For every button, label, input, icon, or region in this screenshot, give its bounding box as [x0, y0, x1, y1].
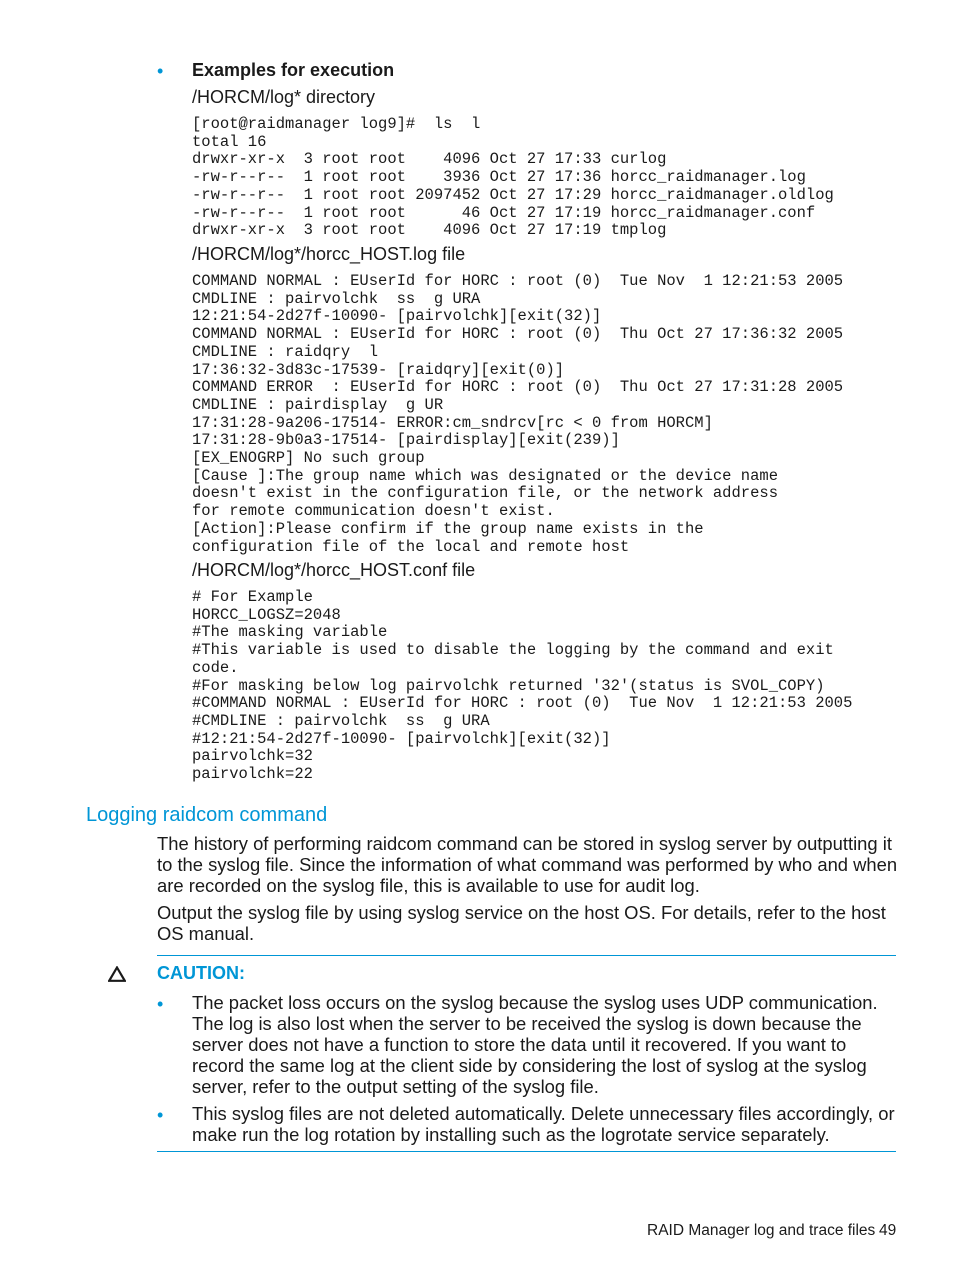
caution-bullet-icon: •: [157, 994, 164, 1014]
code-line: drwxr-xr-x 3 root root 4096 Oct 27 17:19 tmplog: [192, 221, 667, 240]
code-line: #CMDLINE : pairvolchk ss g URA: [192, 711, 490, 730]
page-number: 49: [879, 1222, 897, 1239]
code-line: pairvolchk=32: [192, 747, 313, 766]
code-line: drwxr-xr-x 3 root root 4096 Oct 27 17:33 curlog: [192, 150, 667, 169]
dir-listing: [192, 116, 834, 240]
conf-file-code: [192, 589, 852, 784]
code-line: -rw-r--r-- 1 root root 46 Oct 27 17:19 horcc_raidmanager.conf: [192, 203, 816, 222]
section-heading: Logging raidcom command: [86, 804, 328, 826]
code-line: [root@raidmanager log9]# ls l: [192, 115, 481, 133]
code-line: [Action]:Please confirm if the group name exists in the: [192, 519, 704, 538]
bullet-icon: •: [157, 61, 164, 81]
code-line: COMMAND NORMAL : EUserId for HORC : root (0) Thu Oct 27 17:36:32 2005: [192, 325, 844, 344]
code-line: 17:31:28-9a206-17514- ERROR:cm_sndrcv[rc < 0 from HORCM]: [192, 413, 713, 432]
code-line: [Cause ]:The group name which was designated or the device name: [192, 466, 778, 485]
caution-item-1: The packet loss occurs on the syslog because the syslog uses UDP communication. The log is also lost when the server to be received the syslog is down because the server does not have a function to store the data until it recovered. If you want to record the same log at the client side by considering the lost of syslog at the syslog server, refer to the output setting of the syslog file.: [192, 992, 878, 1097]
caution-bottom-rule: [157, 1151, 896, 1152]
code-line: configuration file of the local and remote host: [192, 537, 630, 556]
code-line: CMDLINE : raidqry l: [192, 342, 379, 361]
caution-triangle-icon: [108, 966, 126, 982]
footer-title: RAID Manager log and trace files: [647, 1222, 876, 1239]
caution-top-rule: [157, 955, 896, 956]
code-line: COMMAND NORMAL : EUserId for HORC : root (0) Tue Nov 1 12:21:53 2005: [192, 272, 844, 290]
code-line: HORCC_LOGSZ=2048: [192, 605, 341, 624]
code-line: # For Example: [192, 588, 313, 606]
code-line: for remote communication doesn't exist.: [192, 502, 555, 521]
code-line: CMDLINE : pairvolchk ss g URA: [192, 289, 481, 308]
code-line: 17:36:32-3d83c-17539- [raidqry][exit(0)]: [192, 360, 565, 379]
code-line: #The masking variable: [192, 623, 388, 642]
code-line: #For masking below log pairvolchk returned '32'(status is SVOL_COPY): [192, 676, 825, 695]
section-paragraph-2: Output the syslog file by using syslog service on the host OS. For details, refer to the host OS manual.: [157, 902, 886, 944]
caution-bullet-icon: •: [157, 1105, 164, 1125]
caution-label: CAUTION:: [157, 963, 245, 983]
code-line: code.: [192, 658, 239, 677]
code-line: -rw-r--r-- 1 root root 3936 Oct 27 17:36 horcc_raidmanager.log: [192, 168, 806, 187]
code-line: #12:21:54-2d27f-10090- [pairvolchk][exit(32)]: [192, 729, 611, 748]
log-file-label: /HORCM/log*/horcc_HOST.log file: [192, 244, 466, 264]
code-line: #This variable is used to disable the logging by the command and exit: [192, 641, 834, 660]
code-line: CMDLINE : pairdisplay g UR: [192, 395, 444, 414]
code-line: total 16: [192, 132, 267, 151]
section-paragraph-1: The history of performing raidcom command can be stored in syslog server by outputting it to the syslog file. Since the information of what command was performed by who and when are recorded on the syslog file, this is available to use for audit log.: [157, 833, 898, 896]
log-file-code: [192, 273, 843, 556]
code-line: pairvolchk=22: [192, 765, 313, 784]
caution-item-2: This syslog files are not deleted automatically. Delete unnecessary files accordingly, or make run the log rotation by installing such as the logrotate service separately.: [192, 1103, 895, 1145]
code-line: 17:31:28-9b0a3-17514- [pairdisplay][exit(239)]: [192, 431, 620, 450]
code-line: [EX_ENOGRP] No such group: [192, 449, 425, 468]
conf-file-label: /HORCM/log*/horcc_HOST.conf file: [192, 560, 476, 580]
dir-label: /HORCM/log* directory: [192, 87, 376, 107]
examples-heading: Examples for execution: [192, 60, 395, 80]
code-line: doesn't exist in the configuration file, or the network address: [192, 484, 778, 503]
code-line: 12:21:54-2d27f-10090- [pairvolchk][exit(32)]: [192, 307, 602, 326]
code-line: COMMAND ERROR : EUserId for HORC : root (0) Thu Oct 27 17:31:28 2005: [192, 378, 844, 397]
code-line: -rw-r--r-- 1 root root 2097452 Oct 27 17:29 horcc_raidmanager.oldlog: [192, 185, 834, 204]
code-line: #COMMAND NORMAL : EUserId for HORC : root (0) Tue Nov 1 12:21:53 2005: [192, 694, 853, 713]
